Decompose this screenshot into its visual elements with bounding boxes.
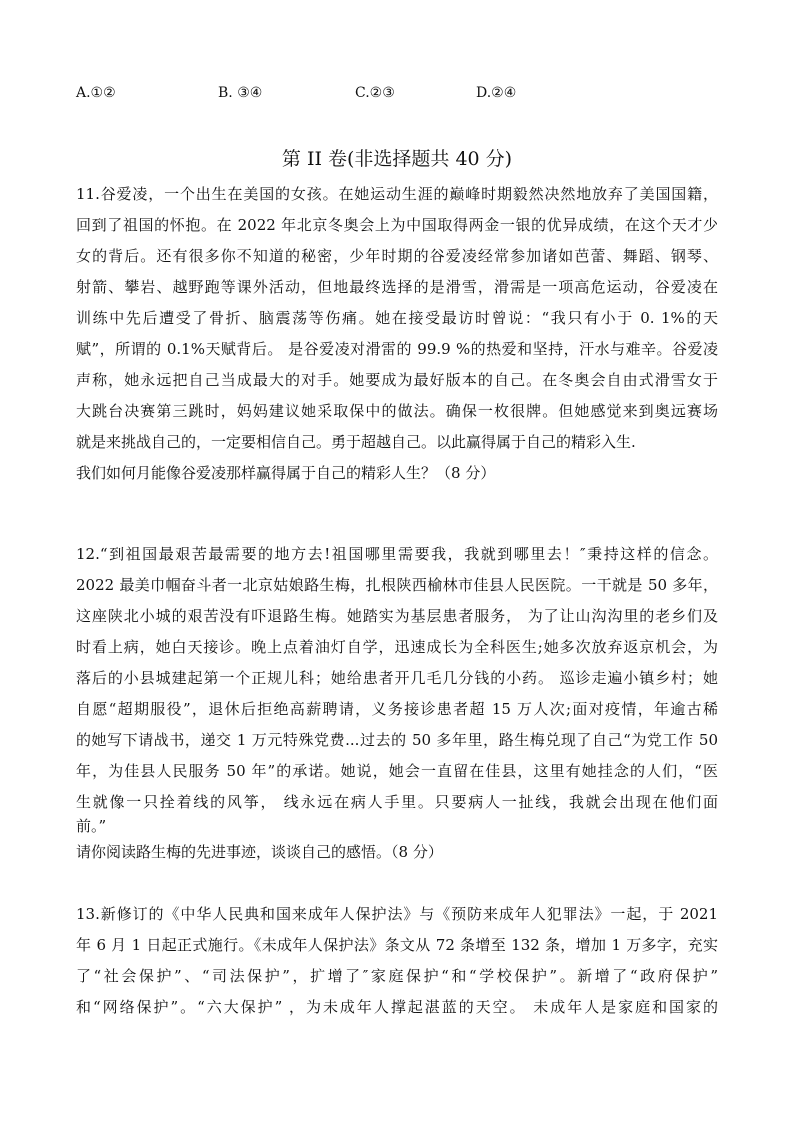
- option-d: D.②④: [476, 85, 517, 101]
- q11-question: 我们如何月能像谷爱凌那样赢得属于自己的精彩人生？（8 分）: [76, 464, 496, 482]
- q11-line: 回到了祖国的怀抱。在 2022 年北京冬奥会上为中国取得两金一银的优异成绩，在这个天才少: [76, 216, 718, 234]
- option-c: C.②③: [355, 85, 395, 101]
- option-b: B. ③④: [218, 85, 263, 101]
- q12-line: 年，为佳县人民服务 50 年”的承诺。她说，她会一直留在佳县，这里有她挂念的人们，“医: [76, 762, 718, 780]
- q12-line: 前。”: [76, 817, 107, 835]
- q13-line: 13.新修订的《中华人民典和国来成年人保护法》与《预防来成年人犯罪法》一起，于 2021: [76, 905, 718, 923]
- answer-options: [76, 80, 716, 106]
- q12-line: 2022 最美巾帼奋斗者一北京姑娘路生梅，扎根陕西榆林市佳县人民医院。一干就是 50 多年，: [76, 576, 718, 594]
- q12-line: 落后的小县城建起第一个正规儿科；她给患者开几毛几分钱的小药。 巡诊走遍小镇乡村；她: [76, 669, 718, 687]
- q12-line: 这座陕北小城的艰苦没有吓退路生梅。她踏实为基层患者服务， 为了让山沟沟里的老乡们及: [76, 607, 718, 625]
- q13-line: 年 6 月 1 日起正式施行。《未成年人保护法》条文从 72 条增至 132 条，增加 1 万多字，充实: [76, 936, 718, 954]
- q11-line: 训练中先后遭受了骨折、脑震荡等伤痛。她在接受最访时曾说：“我只有小于 0. 1%的天: [76, 309, 718, 327]
- q12-line: 生就像一只拴着线的风筝， 线永远在病人手里。只要病人一扯线，我就会出现在他们面: [76, 793, 718, 811]
- q11-line: 就是来挑战自己的，一定要相信自己。勇于超越自己。以此赢得属于自己的精彩入生.: [76, 433, 636, 451]
- q11-line: 声称，她永远把自己当成最大的对手。她要成为最好版本的自己。在冬奥会自由式滑雪女于: [76, 371, 718, 389]
- q11-line: 11.谷爱凌，一个出生在美国的女孩。在她运动生涯的巅峰时期毅然决然地放弃了美国国籍，: [76, 185, 718, 203]
- option-a: A.①②: [76, 85, 116, 101]
- q12-line: 12.“到祖国最艰苦最需要的地方去!祖国哪里需要我，我就到哪里去！″秉持这样的信念。: [76, 545, 718, 563]
- q12-question: 请你阅读路生梅的先进事迹，谈谈自己的感悟。（8 分）: [76, 843, 443, 861]
- q12-line: 时看上病，她白天接诊。晚上点着油灯自学，迅速成长为全科医生;她多次放弃返京机会，为: [76, 638, 718, 656]
- q11-line: 大跳台决赛第三跳时，妈妈建议她采取保中的做法。确保一枚很牌。但她感觉来到奥远赛场: [76, 402, 718, 420]
- q12-line: 自愿“超期服役”，退休后拒绝高薪聘请，义务接诊患者超 15 万人次;面对疫情，年逾古稀: [76, 700, 718, 718]
- q13-line: 和“网络保护”。“六大保护” ，为未成年人撑起湛蓝的天空。 未成年人是家庭和国家的: [76, 998, 718, 1016]
- q13-line: 了“社会保护”、“司法保护”，扩增了″家庭保护“和“学校保护”。新增了“政府保护”: [76, 967, 718, 985]
- section-title: 第 II 卷(非选择题共 40 分): [281, 148, 513, 170]
- q11-line: 女的背后。还有很多你不知道的秘密，少年时期的谷爱凌经常参加诸如芭蕾、舞蹈、钢琴、: [76, 247, 718, 265]
- q11-line: 赋”，所谓的 0.1%天赋背后。 是谷爱凌对滑雷的 99.9 %的热爱和坚持，汗水与难辛。谷爱凌: [76, 340, 718, 358]
- q11-line: 射箭、攀岩、越野跑等课外活动，但地最终选择的是滑雪，滑需是一项高危运动，谷爱凌在: [76, 278, 718, 296]
- q12-line: 的她写下请战书，递交 1 万元特殊党费...过去的 50 多年里，路生梅兑现了自己“为党工作 50: [76, 731, 718, 749]
